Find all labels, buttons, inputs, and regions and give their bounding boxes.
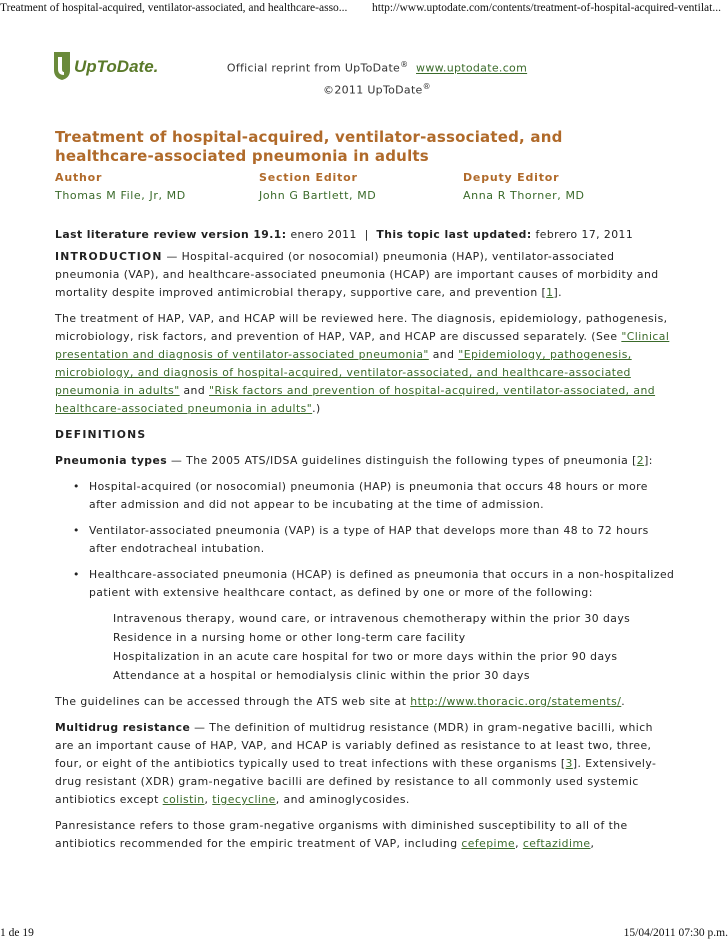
author-column (55, 169, 186, 205)
pneumonia-types-end: ]: (644, 454, 653, 467)
uptodate-logo[interactable] (52, 48, 159, 82)
article-body (55, 226, 675, 861)
intro-end: ]. (553, 286, 563, 299)
mdr-comma: , (204, 793, 213, 806)
reprint-text: Official reprint from UpToDate (226, 61, 401, 75)
overview-end: .) (312, 402, 321, 415)
criteria-item: Residence in a nursing home or other long-term care facility (113, 631, 466, 644)
mdr-paragraph (55, 719, 675, 809)
review-separator: | (364, 228, 369, 241)
list-item-text: Healthcare-associated pneumonia (HCAP) is defined as pneumonia that occurs in a non-hospitalized patient with extensive healthcare contact, as defined by one or more of the following: (89, 568, 675, 599)
list-item-text: Hospital-acquired (or nosocomial) pneumonia (HAP) is pneumonia that occurs 48 hours or more after admission and did not appear to be incubating at the time of admission. (89, 480, 648, 511)
updated-label: This topic last updated: (376, 228, 532, 241)
panresistance-paragraph (55, 817, 675, 853)
uptodate-link[interactable]: www.uptodate.com (416, 61, 528, 75)
reprint-notice (218, 56, 536, 99)
page-number: 1 de 19 (0, 927, 34, 939)
topic-link-epidemiology[interactable]: "Epidemiology, pathogenesis, microbiology, and diagnosis of hospital-acquired, ventilator-associated, and healthcare-associated pneumonia in adults" (55, 348, 632, 397)
mdr-text-2: ]. Extensively-drug resistant (XDR) gram-negative bacilli are defined by resistance to all commonly used systemic antibiotics except (55, 757, 657, 806)
list-item-hap (73, 478, 675, 514)
deputy-editor-name[interactable]: Anna R Thorner, MD (463, 189, 585, 202)
intro-paragraph (55, 248, 675, 302)
reference-link-2[interactable]: 2 (636, 454, 645, 467)
review-label: Last literature review version 19.1: (55, 228, 287, 241)
updated-value: febrero 17, 2011 (535, 228, 634, 241)
mdr-text: — The definition of multidrug resistance (MDR) in gram-negative bacilli, which are an important cause of HAP, VAP, and HCAP is variably defined as resistance to at least two, three, four, or eight of the antibiotics typically used to treat infections with these organisms [ (55, 721, 653, 770)
criteria-item: Hospitalization in an acute care hospital for two or more days within the prior 90 days (113, 650, 618, 663)
bullet-icon: • (73, 524, 80, 537)
intro-heading: INTRODUCTION (55, 250, 163, 263)
and-text-2: and (179, 384, 210, 397)
panres-text: Panresistance refers to those gram-negative organisms with diminished susceptibility to all of the antibiotics recommended for the empiric treatment of VAP, including (55, 819, 628, 850)
deputy-editor-label: Deputy Editor (463, 171, 560, 184)
overview-paragraph (55, 310, 675, 418)
copyright-text: ©2011 UpToDate (323, 83, 423, 97)
reference-link-1[interactable]: 1 (546, 286, 554, 299)
print-datetime: 15/04/2011 07:30 p.m. (623, 927, 728, 939)
drug-link-cefepime[interactable]: cefepime (461, 837, 516, 850)
pneumonia-types-text: — The 2005 ATS/IDSA guidelines distinguish the following types of pneumonia [ (167, 454, 637, 467)
intro-text: — Hospital-acquired (or nosocomial) pneumonia (HAP), ventilator-associated pneumonia (VAP), and healthcare-associated pneumonia (HCAP) are important causes of morbidity and mortality despite improved antimicrobial therapy, supportive care, and prevention [ (55, 250, 659, 299)
deputy-editor-column (463, 169, 585, 205)
reprint-line-1 (218, 56, 536, 78)
registered-mark: ® (400, 60, 409, 69)
review-value: enero 2011 (290, 228, 357, 241)
guidelines-text: The guidelines can be accessed through the ATS web site at (55, 695, 411, 708)
topic-link-clinical-presentation[interactable]: "Clinical presentation and diagnosis of ventilator-associated pneumonia" (55, 330, 670, 361)
bullet-icon: • (73, 568, 80, 581)
definitions-heading: DEFINITIONS (55, 428, 147, 441)
list-item-vap (73, 522, 675, 558)
thoracic-statements-link[interactable]: http://www.thoracic.org/statements/ (410, 695, 622, 708)
section-editor-column (259, 169, 376, 205)
page-title: Treatment of hospital-acquired, ventilator-associated, and healthcare-associated pneumonia in adults (55, 128, 563, 165)
reprint-line-2 (218, 78, 536, 100)
list-item-hcap (73, 566, 675, 602)
hcap-criteria-list (55, 610, 675, 685)
bullet-icon: • (73, 480, 80, 493)
author-label: Author (55, 171, 103, 184)
mdr-heading: Multidrug resistance (55, 721, 191, 734)
review-line (55, 226, 675, 244)
criteria-item: Intravenous therapy, wound care, or intravenous chemotherapy within the prior 30 days (113, 612, 631, 625)
criteria-item: Attendance at a hospital or hemodialysis clinic within the prior 30 days (113, 669, 530, 682)
panres-end: , (590, 837, 595, 850)
list-item-text: Ventilator-associated pneumonia (VAP) is a type of HAP that develops more than 48 to 72 hours after endotracheal intubation. (89, 524, 649, 555)
section-editor-label: Section Editor (259, 171, 358, 184)
print-header-url: http://www.uptodate.com/contents/treatment-of-hospital-acquired-ventilat... (372, 2, 721, 14)
guidelines-end: . (621, 695, 626, 708)
pneumonia-types-list (55, 478, 675, 602)
reference-link-3[interactable]: 3 (565, 757, 573, 770)
drug-link-ceftazidime[interactable]: ceftazidime (522, 837, 591, 850)
section-editor-name[interactable]: John G Bartlett, MD (259, 189, 377, 202)
pneumonia-types-paragraph (55, 452, 675, 470)
pneumonia-types-heading: Pneumonia types (55, 454, 168, 467)
drug-link-tigecycline[interactable]: tigecycline (212, 793, 276, 806)
overview-text: The treatment of HAP, VAP, and HCAP will be reviewed here. The diagnosis, epidemiology, pathogenesis, microbiology, risk factors, and prevention of HAP, VAP, and HCAP are discussed separately. (See (55, 312, 668, 343)
print-header-title: Treatment of hospital-acquired, ventilator-associated, and healthcare-asso... (0, 2, 348, 14)
topic-link-risk-factors[interactable]: "Risk factors and prevention of hospital-acquired, ventilator-associated, and healthcare-associated pneumonia in adults" (55, 384, 656, 415)
guidelines-paragraph (55, 693, 675, 711)
and-text-1: and (428, 348, 459, 361)
logo-text: UpToDate. (74, 57, 159, 76)
browser-print-footer (0, 927, 728, 941)
drug-link-colistin[interactable]: colistin (162, 793, 205, 806)
registered-mark-2: ® (422, 81, 431, 91)
mdr-end: , and aminoglycosides. (275, 793, 410, 806)
browser-print-header (0, 0, 728, 18)
panres-comma: , (515, 837, 523, 850)
author-name[interactable]: Thomas M File, Jr, MD (55, 189, 186, 202)
